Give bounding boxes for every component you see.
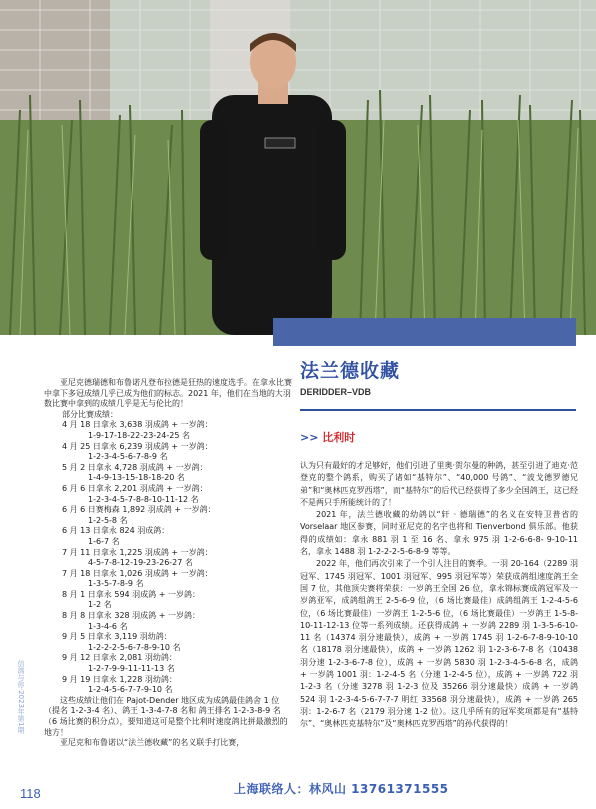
section-country: 比利时 (322, 431, 356, 444)
paragraph: 2022 年，他们再次引来了一个引人注目的赛季。一羽 20-164（2289 羽冠军、1745 羽冠军、1001 羽冠军、995 羽冠军等）荣获成鸽组速度鸽王全国 7 位，其他顶尖赛将荣获：一岁鸽王全国 26 位，拿永锦标赛成鸽冠军及一岁鸽亚军，成鸽组鸽王 2-5-6-9 位，（6 场比赛最佳）成鸽组鸽王 1-2-4-5-6 位，（6 场比赛最佳）一岁鸽王 1-2-5-6 位，（6 场比赛最佳）一岁鸽王 1-5-8-10-11-12-13 位等一系列成绩。还获得成鸽 + 一岁鸽 2289 羽 1-3-5-6-10-11 名（14374 羽分速最快），成鸽 + 一岁鸽 1745 羽 1-2-6-7-8-9-10-10 名（18178 羽分速最快），成鸽 + 一岁鸽 1262 羽 1-2-3-6-7-8 名（10438 羽分速 1-2-3-6-7-8 位），成鸽 + 一岁鸽 5830 羽 1-2-3-4-5-6-8 名，成鸽 + 一岁鸽 1001 羽：1-2-4-5 名（分速 1-2-4-5 位），成鸽 + 一岁鸽 722 羽 1-2-3 名（分速 3278 羽 1-2-3 位及 35266 羽分速最快）成鸽 + 一岁鸽 524 羽 1-2-3-4-5-6-7-7-7 明红 33568 羽分速最快），成鸽 + 一岁鸽 265 羽：1-2-6-7 名（2179 羽分速 1-2 位）。这几乎所有的冠军奖项都是有“基特尔”、“奥林匹克基特尔”及“奥林匹克罗西塔”的孙代获得的！ (300, 559, 578, 729)
result-ranks: 1-2-4-5-6-7-7-9-10 名 (88, 685, 173, 695)
result-item (62, 632, 292, 653)
article-title: 法兰德收藏 (300, 360, 401, 382)
result-race: 6 月 13 日拿永 824 羽成鸽： (62, 526, 170, 536)
result-ranks: 1-2-3-4-5-6-7-8-9 名 (88, 452, 168, 462)
result-ranks: 1-2-3-4-5-7-8-8-10-11-12 名 (88, 494, 199, 504)
result-item (62, 484, 292, 505)
result-item (62, 653, 292, 674)
result-race: 6 月 6 日赛梅森 1,892 羽成鸽 + 一岁鸽： (62, 505, 216, 515)
result-ranks: 1-6-7 名 (88, 536, 120, 546)
result-item (62, 590, 292, 611)
paragraph: 2021 年，法兰德收藏的幼鸽以“轩 · 德瑞德”的名义在安特卫普省的 Vorselaar 地区参赛，同时亚尼克的名字也将和 Tienverbond 俱乐部。他获得的成绩如：拿永 881 羽 1 至 16 名、拿永 975 羽 1-2-6-6-8- 9-10-11 名，拿永 1488 羽 1-2-2-2-5-6-8-9 等等。 (300, 510, 578, 557)
result-ranks: 4-5-7-8-12-19-23-26-27 名 (88, 558, 193, 568)
right-column-body (300, 460, 578, 731)
page-number: 118 (20, 786, 41, 801)
title-divider (300, 409, 576, 411)
result-race: 9 月 5 日拿永 3,119 羽幼鸽： (62, 632, 172, 642)
result-item (62, 611, 292, 632)
section-arrows: >> (300, 431, 319, 444)
result-item (62, 420, 292, 441)
result-race: 8 月 8 日拿永 328 羽成鸽 + 一岁鸽： (62, 611, 200, 621)
left-column-body (44, 378, 292, 749)
result-item (62, 526, 292, 547)
result-ranks: 1-9-17-18-22-23-24-25 名 (88, 430, 191, 440)
result-item (62, 442, 292, 463)
result-item (62, 463, 292, 484)
result-race: 7 月 11 日拿永 1,225 羽成鸽 + 一岁鸽： (62, 547, 213, 557)
results-list (44, 420, 292, 695)
result-race: 4 月 18 日拿永 3,638 羽成鸽 + 一岁鸽： (62, 420, 213, 430)
result-race: 8 月 1 日拿永 594 羽成鸽 + 一岁鸽： (62, 589, 200, 599)
photo-illustration (0, 0, 596, 335)
title-color-band (273, 318, 576, 346)
result-race: 4 月 25 日拿永 6,239 羽成鸽 + 一岁鸽： (62, 441, 213, 451)
result-race: 5 月 2 日拿永 4,728 羽成鸽 + 一岁鸽： (62, 462, 208, 472)
result-item (62, 569, 292, 590)
closing-paragraph-2: 亚尼克和布鲁诺以“法兰德收藏”的名义联手打比赛， (60, 738, 245, 748)
result-item (62, 675, 292, 696)
result-race: 9 月 19 日拿永 1,228 羽幼鸽： (62, 674, 177, 684)
results-heading: 部分比赛成绩： (62, 409, 118, 419)
closing-paragraph: 这些成绩让他们在 Pajot-Dender 地区成为成鸽最佳鸽舍 1 位（提名 1-2-3-4 名）、鸽王 1-3-4-7-8 名和 鸽王排名 1-2-3-8-9 名（6 场比赛的积分点），要知道这可是整个比利时速度鸽比拼最激烈的地方！ (44, 695, 288, 737)
paragraph: 认为只有最好的才足够好，他们引进了里奥·贺尔曼的种鸽，甚至引进了迪克·范登克的整个鸽系，购买了诸如“基特尔”、“40,000 号鸽”、“波戈德罗德兄弟”和“奥林匹克罗西塔”，而“基特尔”的后代已经获得了多少全国鸽王，这已经不是两只手所能统计的了！ (300, 461, 578, 507)
result-ranks: 1-3-4-6 名 (88, 621, 128, 631)
article-subtitle: DERIDDER–VDB (300, 387, 372, 397)
result-ranks: 1-2-5-8 名 (88, 515, 128, 525)
intro-paragraph: 亚尼克德瑞德和布鲁诺凡登布拉德是狂热的速度选手。在拿永比赛中拿下多冠成绩几乎已成为他们的标志。2021 年，他们在当地的大羽数比赛中拿到的成绩几乎是无与伦比的！ (44, 378, 292, 409)
section-heading (300, 429, 355, 445)
result-ranks: 1-3-5-7-8-9 名 (88, 579, 144, 589)
result-item (62, 548, 292, 569)
cover-photo (0, 0, 596, 335)
result-race: 7 月 18 日拿永 1,026 羽成鸽 + 一岁鸽： (62, 568, 213, 578)
result-ranks: 1-2-7-9-9-11-11-13 名 (88, 664, 175, 674)
result-ranks: 1-4-9-13-15-18-18-20 名 (88, 473, 185, 483)
result-race: 9 月 12 日拿永 2,081 羽幼鸽： (62, 653, 177, 663)
result-ranks: 1-2 名 (88, 600, 112, 610)
result-ranks: 1-2-2-2-5-6-7-8-9-10 名 (88, 642, 181, 652)
side-publication-label: 信鸽与你·2023年第1期 (17, 660, 25, 734)
footer-contact: 上海联络人：林风山 13761371555 (234, 782, 449, 796)
result-item (62, 505, 292, 526)
result-race: 6 月 6 日拿永 2,201 羽成鸽 + 一岁鸽： (62, 483, 208, 493)
